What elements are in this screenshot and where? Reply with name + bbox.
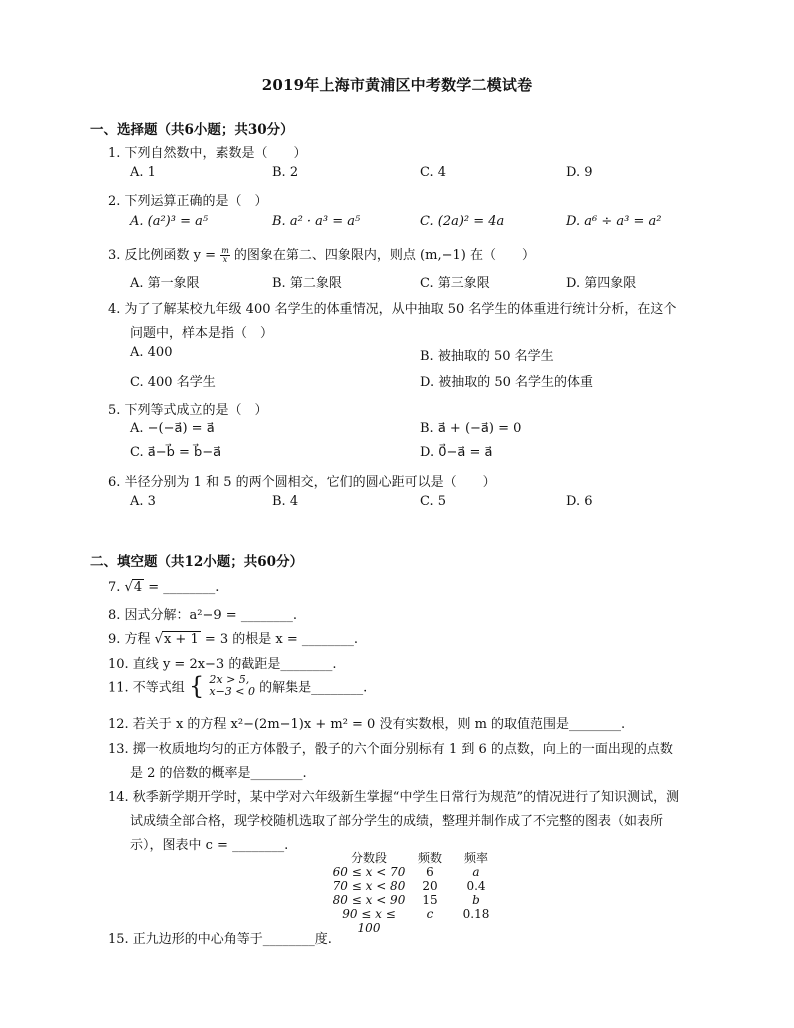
- q9-post: = 3 的根是 x = ________.: [200, 632, 359, 647]
- q11-post: 的解集是________.: [259, 680, 368, 696]
- page-title: 2019年上海市黄浦区中考数学二模试卷: [261, 76, 533, 94]
- q7-radicand: 4: [133, 580, 143, 595]
- question-6-stem: 6. 半径分别为 1 和 5 的两个圆相交，它们的圆心距可以是（ ）: [108, 475, 496, 490]
- q4-option-c: C. 400 名学生: [130, 375, 216, 390]
- table-header: 频率: [463, 851, 488, 865]
- q6-option-b: B. 4: [272, 494, 299, 509]
- question-14-line2: 试成绩全部合格，现学校随机选取了部分学生的成绩，整理并制作成了不完整的图表（如表所: [130, 814, 664, 829]
- question-10: 10. 直线 y = 2x−3 的截距是________.: [108, 657, 337, 672]
- q2-option-b: B. a² · a³ = a⁵: [272, 214, 361, 229]
- q3-fraction-denominator: x: [222, 255, 228, 264]
- table-cell: 15: [422, 893, 438, 907]
- q3-fraction: [220, 247, 230, 264]
- q9-radicand: x + 1: [163, 632, 199, 647]
- q6-option-c: C. 5: [420, 494, 447, 509]
- q2-option-c: C. (2a)² = 4a: [420, 214, 505, 229]
- table-header-row: [330, 851, 500, 865]
- q3-option-a: A. 第一象限: [130, 276, 200, 291]
- table-row: [330, 865, 500, 879]
- q3-option-d: D. 第四象限: [566, 276, 637, 291]
- q5-option-d: D. 0⃗−a⃗ = a⃗: [420, 445, 493, 460]
- q11-pre: 11. 不等式组: [108, 680, 185, 696]
- table-cell: 0.4: [466, 879, 486, 893]
- q3-option-c: C. 第三象限: [420, 276, 490, 291]
- table-cell: 70 ≤ x < 80: [332, 879, 406, 893]
- question-4-stem-line1: 4. 为了了解某校九年级 400 名学生的体重情况，从中抽取 50 名学生的体重进行统计分析，在这个: [108, 302, 677, 317]
- q4-option-d: D. 被抽取的 50 名学生的体重: [420, 375, 594, 390]
- question-4-stem-line2: 问题中，样本是指（ ）: [130, 326, 274, 341]
- q1-option-a: A. 1: [130, 165, 156, 180]
- q4-option-b: B. 被抽取的 50 名学生: [420, 349, 554, 364]
- q5-option-a: A. −(−a⃗) = a⃗: [130, 421, 215, 436]
- question-9: [108, 628, 358, 647]
- q9-pre: 9. 方程 √: [108, 632, 163, 647]
- q6-option-d: D. 6: [566, 494, 593, 509]
- table-row: [330, 879, 500, 893]
- q11-system-line1: 2x > 5,: [209, 673, 250, 686]
- table-cell: 80 ≤ x < 90: [332, 893, 406, 907]
- q1-option-c: C. 4: [420, 165, 447, 180]
- q5-option-b: B. a⃗ + (−a⃗) = 0: [420, 421, 522, 436]
- q2-option-a: A. (a²)³ = a⁵: [130, 214, 209, 229]
- section-heading-fill: 二、填空题（共12小题；共60分）: [90, 554, 304, 570]
- question-1-stem: 1. 下列自然数中，素数是（ ）: [108, 146, 307, 161]
- table-cell: 20: [422, 879, 438, 893]
- q5-option-c: C. a⃗−b⃗ = b⃗−a⃗: [130, 445, 222, 460]
- question-2-stem: 2. 下列运算正确的是（ ）: [108, 194, 268, 209]
- q3-fraction-numerator: m: [221, 246, 229, 255]
- table-cell: 0.18: [462, 907, 490, 921]
- question-15: 15. 正九边形的中心角等于________度.: [108, 932, 332, 947]
- q2-option-d: D. a⁶ ÷ a³ = a²: [566, 214, 662, 229]
- q11-system-line2: x−3 < 0: [209, 685, 256, 698]
- question-14-line1: 14. 秋季新学期开学时，某中学对六年级新生掌握“中学生日常行为规范”的情况进行了知识测试，测: [108, 790, 680, 805]
- table-row: [330, 907, 500, 935]
- frequency-table: [330, 851, 500, 935]
- q3-option-b: B. 第二象限: [272, 276, 342, 291]
- q3-stem-pre: 3. 反比例函数 y =: [108, 248, 217, 263]
- table-cell: c: [426, 907, 434, 921]
- question-13-line1: 13. 掷一枚质地均匀的正方体骰子，骰子的六个面分别标有 1 到 6 的点数，向上的一面出现的点数: [108, 742, 673, 757]
- q4-option-a: A. 400: [130, 345, 173, 360]
- question-13-line2: 是 2 的倍数的概率是________.: [130, 766, 307, 781]
- table-header: 频数: [417, 851, 442, 865]
- question-12: 12. 若关于 x 的方程 x²−(2m−1)x + m² = 0 没有实数根，则 m 的取值范围是________.: [108, 717, 626, 732]
- table-header: 分数段: [350, 851, 387, 865]
- question-5-stem: 5. 下列等式成立的是（ ）: [108, 403, 268, 418]
- question-3-stem: [108, 244, 535, 264]
- q11-system: [209, 674, 255, 698]
- table-cell: b: [472, 893, 480, 907]
- q11-brace: {: [188, 672, 205, 700]
- table-cell: a: [472, 865, 480, 879]
- table-cell: 60 ≤ x < 70: [332, 865, 406, 879]
- q6-option-a: A. 3: [130, 494, 156, 509]
- q7-pre: 7. √: [108, 580, 133, 595]
- table-cell: 90 ≤ x ≤ 100: [342, 907, 396, 935]
- q1-option-b: B. 2: [272, 165, 299, 180]
- section-heading-choice: 一、选择题（共6小题；共30分）: [90, 122, 294, 138]
- question-11: [108, 674, 367, 698]
- table-row: [330, 893, 500, 907]
- q3-stem-post: 的图象在第二、四象限内，则点 (m,−1) 在（ ）: [233, 248, 535, 263]
- q1-option-d: D. 9: [566, 165, 593, 180]
- question-7: [108, 579, 219, 595]
- q7-post: = ________.: [144, 580, 220, 595]
- table-cell: 6: [426, 865, 434, 879]
- question-14-line3: 示），图表中 c = ________.: [130, 838, 289, 853]
- question-8: 8. 因式分解：a²−9 = ________.: [108, 608, 297, 623]
